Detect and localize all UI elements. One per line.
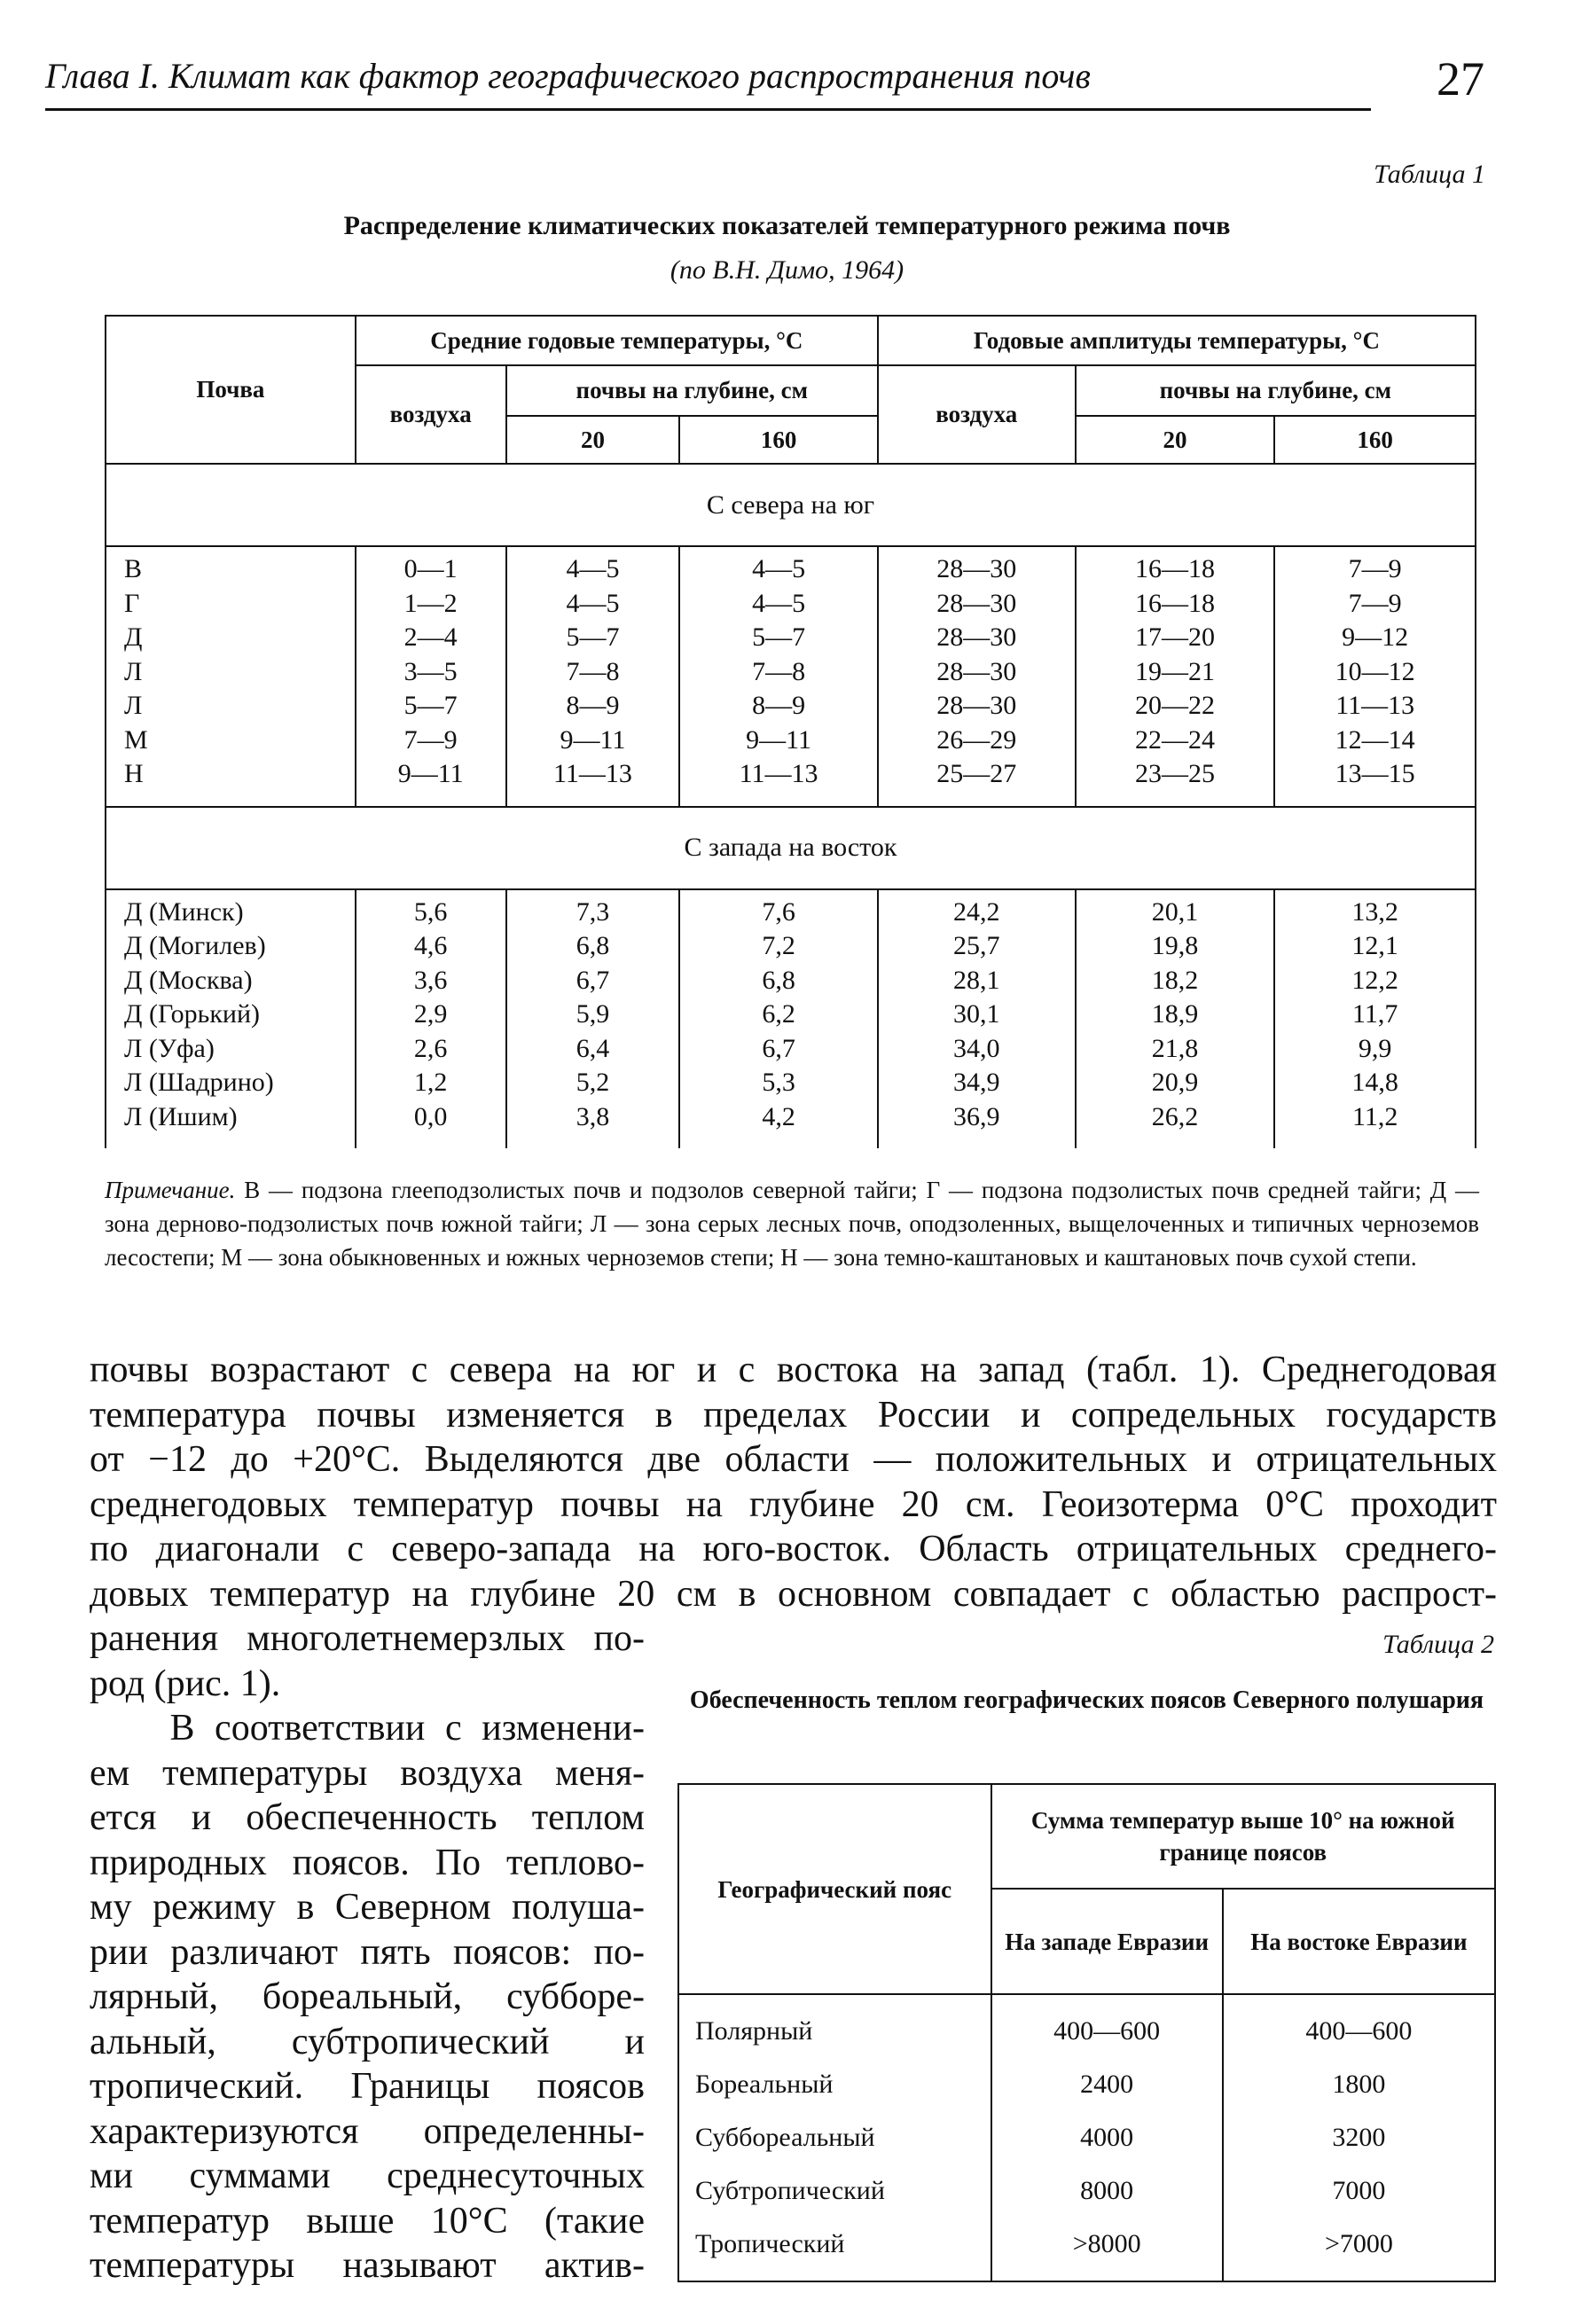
cell: 5,9	[506, 998, 680, 1032]
cell: 28—30	[878, 546, 1076, 587]
row-label: Полярный	[678, 1994, 991, 2058]
table1-title: Распределение климатических показателей температурного режима почв	[343, 211, 1231, 240]
body-text	[90, 1348, 1497, 1616]
cell: 21,8	[1076, 1032, 1275, 1067]
cell: 18,9	[1076, 998, 1275, 1032]
text-line: среднегодовых температур почвы на глубине 20 см. Геоизотерма 0°С проходит	[90, 1483, 1497, 1525]
cell: 2,6	[356, 1032, 506, 1067]
table-row	[106, 964, 1476, 998]
text-line: ется и обеспеченность теплом	[90, 1797, 645, 1838]
row-label: В	[106, 546, 356, 587]
row-label: Д (Москва)	[106, 964, 356, 998]
cell: 400—600	[991, 1994, 1223, 2058]
cell: 11,2	[1274, 1100, 1476, 1149]
cell: 4,2	[679, 1100, 878, 1149]
text-line: температура почвы изменяется в пределах России и сопредельных государств	[90, 1394, 1497, 1436]
text-line: довых температур на глубине 20 см в основном совпадает с областью распрост-	[90, 1573, 1497, 1615]
cell: 11,7	[1274, 998, 1476, 1032]
cell: 34,9	[878, 1066, 1076, 1100]
row-label: Г	[106, 587, 356, 622]
row-label: Н	[106, 757, 356, 807]
cell: 9—11	[679, 724, 878, 758]
table-row	[678, 1994, 1495, 2058]
col-header-soil-depth: почвы на глубине, см	[1076, 365, 1476, 416]
cell: 23—25	[1076, 757, 1275, 807]
section-north-south: С севера на юг	[106, 464, 1476, 546]
table-row	[106, 546, 1476, 587]
cell: 1800	[1223, 2058, 1495, 2111]
cell: 7,6	[679, 889, 878, 930]
cell: 4—5	[506, 587, 680, 622]
text-line: рии различают пять поясов: по-	[90, 1931, 645, 1973]
cell: 1,2	[356, 1066, 506, 1100]
col-header-mean: Средние годовые температуры, °С	[356, 316, 878, 365]
table2-title: Обеспеченность теплом географических поясов Северного полушария	[689, 1686, 1484, 1714]
cell: 7—9	[356, 724, 506, 758]
cell: 8000	[991, 2164, 1223, 2218]
row-label: Тропический	[678, 2218, 991, 2281]
row-label: Л	[106, 689, 356, 724]
cell: 3,8	[506, 1100, 680, 1149]
cell: 12,1	[1274, 929, 1476, 964]
cell: 12—14	[1274, 724, 1476, 758]
row-label: Бореальный	[678, 2058, 991, 2111]
text-line: лярный, бореальный, субборе-	[90, 1976, 645, 2017]
cell: 16—18	[1076, 587, 1275, 622]
col-header-amplitude: Годовые амплитуды температуры, °С	[878, 316, 1476, 365]
cell: 7—8	[506, 655, 680, 690]
table-row	[106, 724, 1476, 758]
cell: 7,3	[506, 889, 680, 930]
cell: 0—1	[356, 546, 506, 587]
text-line: температуры называют актив-	[90, 2245, 645, 2286]
cell: 4—5	[506, 546, 680, 587]
cell: 28—30	[878, 655, 1076, 690]
col-header-soil: Почва	[106, 316, 356, 464]
cell: 6,8	[506, 929, 680, 964]
cell: 4,6	[356, 929, 506, 964]
cell: 18,2	[1076, 964, 1275, 998]
cell: 25—27	[878, 757, 1076, 807]
cell: 3200	[1223, 2111, 1495, 2164]
cell: 6,8	[679, 964, 878, 998]
body-text-left-column	[90, 1616, 645, 2289]
col-header-east: На востоке Евразии	[1223, 1889, 1495, 1994]
cell: 2400	[991, 2058, 1223, 2111]
text-line: ранения многолетнемерзлых по-	[90, 1618, 645, 1659]
row-label: Л	[106, 655, 356, 690]
row-label: Д	[106, 621, 356, 655]
row-label: Субтропический	[678, 2164, 991, 2218]
table1-label: Таблица 1	[1374, 160, 1485, 189]
cell: 9—11	[356, 757, 506, 807]
table2	[677, 1783, 1496, 2282]
cell: 7,2	[679, 929, 878, 964]
cell: 9—11	[506, 724, 680, 758]
col-header-soil-depth: почвы на глубине, см	[506, 365, 878, 416]
table-row	[678, 2218, 1495, 2281]
cell: 4000	[991, 2111, 1223, 2164]
cell: 5,3	[679, 1066, 878, 1100]
table-row	[106, 689, 1476, 724]
col-header-west: На западе Евразии	[991, 1889, 1223, 1994]
running-header: Глава I. Климат как фактор географического распространения почв	[45, 56, 1091, 96]
table1-note	[105, 1173, 1479, 1274]
text-line: В соответствии с изменени-	[90, 1708, 645, 1749]
table-row	[106, 757, 1476, 807]
cell: 5,2	[506, 1066, 680, 1100]
table-row	[106, 1100, 1476, 1149]
text-line: от −12 до +20°С. Выделяются две области — положительных и отрицательных	[90, 1439, 1497, 1480]
cell: 14,8	[1274, 1066, 1476, 1100]
cell: 7000	[1223, 2164, 1495, 2218]
cell: 0,0	[356, 1100, 506, 1149]
cell: 6,7	[679, 1032, 878, 1067]
table-row	[678, 2111, 1495, 2164]
row-label: М	[106, 724, 356, 758]
cell: 11—13	[506, 757, 680, 807]
text-line: почвы возрастают с севера на юг и с востока на запад (табл. 1). Среднегодовая	[90, 1350, 1497, 1390]
cell: 8—9	[679, 689, 878, 724]
row-label: Л (Шадрино)	[106, 1066, 356, 1100]
text-line: тропический. Границы поясов	[90, 2066, 645, 2107]
cell: 30,1	[878, 998, 1076, 1032]
table-row	[106, 889, 1476, 930]
col-header-160: 160	[679, 416, 878, 464]
cell: 25,7	[878, 929, 1076, 964]
cell: 19—21	[1076, 655, 1275, 690]
col-header-sum: Сумма температур выше 10° на южной границе поясов	[991, 1784, 1496, 1889]
cell: 28—30	[878, 689, 1076, 724]
text-line: альный, субтропический и	[90, 2021, 645, 2062]
cell: 5—7	[506, 621, 680, 655]
cell: 7—9	[1274, 587, 1476, 622]
table-row	[106, 587, 1476, 622]
cell: 11—13	[1274, 689, 1476, 724]
cell: 36,9	[878, 1100, 1076, 1149]
col-header-air: воздуха	[878, 365, 1076, 464]
row-label: Л (Ишим)	[106, 1100, 356, 1149]
col-header-20: 20	[506, 416, 680, 464]
cell: 10—12	[1274, 655, 1476, 690]
cell: 6,2	[679, 998, 878, 1032]
text-line: му режиму в Северном полуша-	[90, 1887, 645, 1928]
cell: 12,2	[1274, 964, 1476, 998]
cell: 2,9	[356, 998, 506, 1032]
text-line: характеризуются определенны-	[90, 2110, 645, 2152]
table1-subtitle: (по В.Н. Димо, 1964)	[670, 255, 904, 285]
section-west-east: С запада на восток	[106, 807, 1476, 889]
row-label: Суббореальный	[678, 2111, 991, 2164]
cell: 19,8	[1076, 929, 1275, 964]
cell: 28—30	[878, 621, 1076, 655]
cell: 13,2	[1274, 889, 1476, 930]
table-row	[106, 621, 1476, 655]
cell: 11—13	[679, 757, 878, 807]
cell: 28—30	[878, 587, 1076, 622]
text-line: температур выше 10°С (такие	[90, 2200, 645, 2242]
col-header-160: 160	[1274, 416, 1476, 464]
table-row	[678, 2058, 1495, 2111]
cell: 28,1	[878, 964, 1076, 998]
col-header-20: 20	[1076, 416, 1275, 464]
note-label: Примечание.	[105, 1177, 236, 1203]
text-line: ем температуры воздуха меня-	[90, 1752, 645, 1794]
cell: >7000	[1223, 2218, 1495, 2281]
cell: >8000	[991, 2218, 1223, 2281]
table-row	[106, 1032, 1476, 1067]
cell: 3—5	[356, 655, 506, 690]
cell: 20—22	[1076, 689, 1275, 724]
cell: 13—15	[1274, 757, 1476, 807]
cell: 3,6	[356, 964, 506, 998]
cell: 4—5	[679, 546, 878, 587]
cell: 22—24	[1076, 724, 1275, 758]
cell: 6,4	[506, 1032, 680, 1067]
cell: 5,6	[356, 889, 506, 930]
note-text: В — подзона глееподзолистых почв и подзолов северной тайги; Г — подзона подзолистых почв средней тайги; Д — зона дерново-подзолистых почв южной тайги; Л — зона серых лесных почв, оподзоленных, выщелоченных и типичных черноземов лесостепи; М — зона обыкновенных и южных черноземов степи; Н — зона темно-каштановых и каштановых почв сухой степи.	[105, 1177, 1479, 1271]
row-label: Л (Уфа)	[106, 1032, 356, 1067]
table-row	[106, 998, 1476, 1032]
col-header-belt: Географический пояс	[678, 1784, 991, 1994]
cell: 400—600	[1223, 1994, 1495, 2058]
cell: 7—9	[1274, 546, 1476, 587]
cell: 4—5	[679, 587, 878, 622]
cell: 26,2	[1076, 1100, 1275, 1149]
text-line: род (рис. 1).	[90, 1663, 281, 1704]
cell: 8—9	[506, 689, 680, 724]
page-number: 27	[1437, 52, 1484, 106]
row-label: Д (Могилев)	[106, 929, 356, 964]
table-row	[678, 2164, 1495, 2218]
cell: 24,2	[878, 889, 1076, 930]
text-line: по диагонали с северо-запада на юго-восток. Область отрицательных среднего-	[90, 1529, 1497, 1569]
table2-label: Таблица 2	[1382, 1630, 1494, 1659]
cell: 9,9	[1274, 1032, 1476, 1067]
cell: 26—29	[878, 724, 1076, 758]
cell: 5—7	[679, 621, 878, 655]
col-header-air: воздуха	[356, 365, 506, 464]
cell: 1—2	[356, 587, 506, 622]
table-row	[106, 929, 1476, 964]
header-rule	[45, 108, 1371, 111]
table-row	[106, 655, 1476, 690]
cell: 20,9	[1076, 1066, 1275, 1100]
cell: 5—7	[356, 689, 506, 724]
cell: 2—4	[356, 621, 506, 655]
text-line: природных поясов. По теплово-	[90, 1842, 645, 1883]
cell: 17—20	[1076, 621, 1275, 655]
row-label: Д (Минск)	[106, 889, 356, 930]
cell: 7—8	[679, 655, 878, 690]
cell: 20,1	[1076, 889, 1275, 930]
cell: 9—12	[1274, 621, 1476, 655]
cell: 16—18	[1076, 546, 1275, 587]
cell: 6,7	[506, 964, 680, 998]
row-label: Д (Горький)	[106, 998, 356, 1032]
cell: 34,0	[878, 1032, 1076, 1067]
table-row	[106, 1066, 1476, 1100]
text-line: ми суммами среднесуточных	[90, 2156, 645, 2196]
table1	[105, 315, 1476, 1148]
